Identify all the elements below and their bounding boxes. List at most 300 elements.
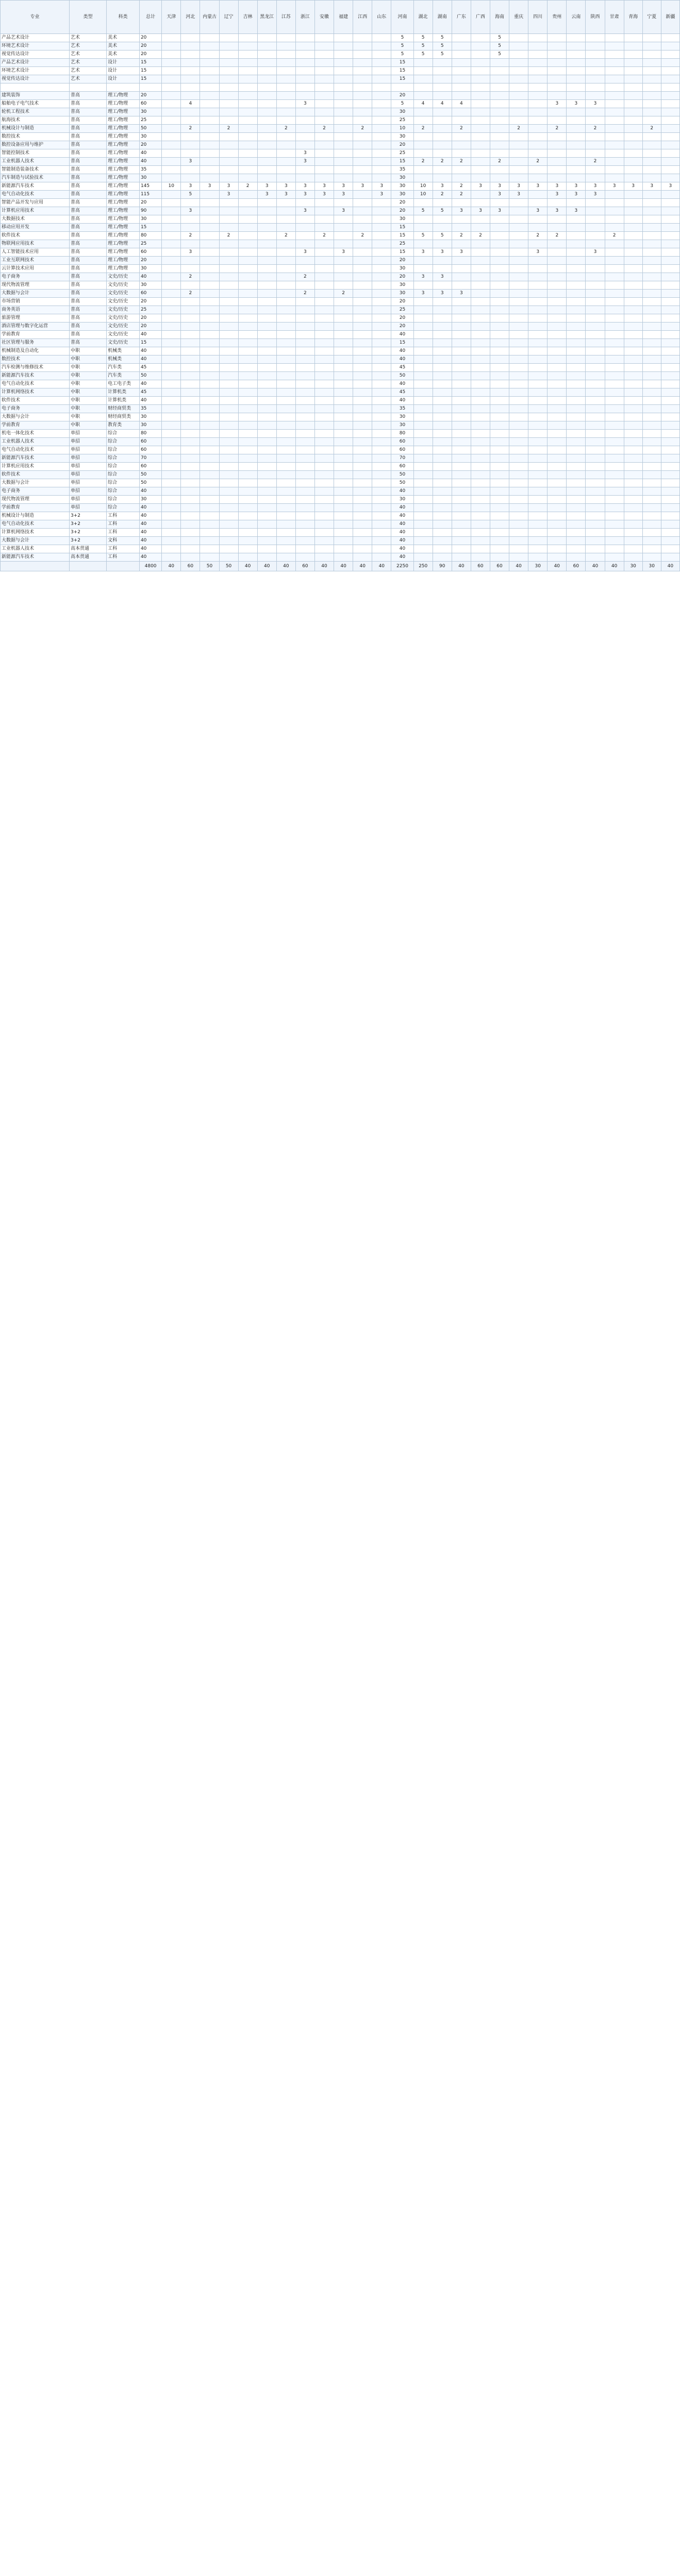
province-quota-cell xyxy=(509,314,528,323)
type-cell: 普高 xyxy=(69,207,106,215)
province-quota-cell xyxy=(471,553,490,562)
province-quota-cell xyxy=(471,281,490,290)
province-quota-cell xyxy=(548,479,567,487)
province-quota-cell: 3 xyxy=(528,182,548,191)
province-quota-cell: 2 xyxy=(452,158,471,166)
province-quota-cell xyxy=(471,487,490,496)
subject-cell: 综合 xyxy=(107,438,140,446)
province-quota-cell xyxy=(257,446,276,454)
province-quota-cell xyxy=(548,257,567,265)
province-quota-cell xyxy=(295,405,314,413)
province-quota-cell xyxy=(162,298,181,306)
province-quota-cell xyxy=(624,100,642,108)
province-quota-cell xyxy=(528,537,548,545)
table-row xyxy=(1,397,680,405)
header-province: 青海 xyxy=(624,1,642,34)
province-quota-cell: 5 xyxy=(391,42,413,50)
subject-cell: 财经商贸类 xyxy=(107,405,140,413)
type-cell: 艺术 xyxy=(69,50,106,59)
province-quota-cell xyxy=(567,347,586,355)
province-quota-cell xyxy=(642,454,661,463)
province-quota-cell: 2 xyxy=(605,232,624,240)
type-cell: 中职 xyxy=(69,421,106,430)
province-quota-cell xyxy=(528,413,548,421)
province-quota-cell xyxy=(624,314,642,323)
province-quota-cell xyxy=(471,397,490,405)
province-quota-cell xyxy=(181,257,200,265)
province-quota-cell xyxy=(528,108,548,116)
province-quota-cell xyxy=(452,314,471,323)
province-quota-cell xyxy=(490,92,509,100)
province-quota-cell xyxy=(276,174,295,182)
province-quota-cell: 3 xyxy=(567,191,586,199)
province-quota-cell: 3 xyxy=(548,191,567,199)
province-quota-cell xyxy=(219,34,238,42)
province-quota-cell: 2 xyxy=(528,232,548,240)
province-quota-cell xyxy=(353,553,372,562)
province-quota-cell xyxy=(219,479,238,487)
province-quota-cell xyxy=(642,388,661,397)
total-cell: 40 xyxy=(139,553,161,562)
province-quota-cell xyxy=(314,314,334,323)
province-quota-cell xyxy=(642,512,661,520)
province-quota-cell xyxy=(257,529,276,537)
total-cell: 40 xyxy=(139,397,161,405)
type-cell: 中职 xyxy=(69,397,106,405)
province-quota-cell xyxy=(528,141,548,149)
province-quota-cell xyxy=(295,265,314,273)
subject-cell: 综合 xyxy=(107,430,140,438)
province-quota-cell xyxy=(334,537,353,545)
province-quota-cell xyxy=(433,257,452,265)
header-province: 广东 xyxy=(452,1,471,34)
province-quota-cell xyxy=(181,380,200,388)
province-quota-cell xyxy=(642,553,661,562)
province-quota-cell xyxy=(334,388,353,397)
province-quota-cell xyxy=(219,380,238,388)
province-quota-cell xyxy=(548,471,567,479)
province-quota-cell xyxy=(413,537,433,545)
province-quota-cell xyxy=(528,380,548,388)
province-quota-cell xyxy=(624,364,642,372)
province-quota-cell xyxy=(295,257,314,265)
province-quota-cell xyxy=(162,463,181,471)
province-quota-cell xyxy=(276,149,295,158)
province-quota-cell xyxy=(295,92,314,100)
footer-total-cell: 40 xyxy=(314,562,334,571)
province-quota-cell: 5 xyxy=(181,191,200,199)
province-quota-cell xyxy=(509,372,528,380)
table-row xyxy=(1,232,680,240)
province-quota-cell xyxy=(372,553,391,562)
province-quota-cell xyxy=(257,421,276,430)
province-quota-cell xyxy=(509,59,528,67)
province-quota-cell xyxy=(509,553,528,562)
province-quota-cell: 3 xyxy=(433,273,452,281)
province-quota-cell xyxy=(605,158,624,166)
type-cell: 普高 xyxy=(69,298,106,306)
province-quota-cell xyxy=(490,372,509,380)
province-quota-cell xyxy=(433,67,452,75)
type-cell xyxy=(69,83,106,92)
footer-total-cell: 50 xyxy=(200,562,219,571)
province-quota-cell: 35 xyxy=(391,405,413,413)
province-quota-cell xyxy=(413,224,433,232)
province-quota-cell xyxy=(219,446,238,454)
province-quota-cell xyxy=(219,397,238,405)
province-quota-cell xyxy=(181,50,200,59)
province-quota-cell xyxy=(661,67,679,75)
province-quota-cell xyxy=(257,67,276,75)
province-quota-cell xyxy=(509,471,528,479)
province-quota-cell xyxy=(372,281,391,290)
province-quota-cell xyxy=(433,298,452,306)
province-quota-cell xyxy=(624,34,642,42)
province-quota-cell: 3 xyxy=(471,182,490,191)
province-quota-cell xyxy=(314,257,334,265)
province-quota-cell xyxy=(257,380,276,388)
subject-cell: 理工/物理 xyxy=(107,108,140,116)
province-quota-cell xyxy=(200,380,219,388)
province-quota-cell: 2 xyxy=(238,182,257,191)
province-quota-cell xyxy=(490,306,509,314)
province-quota-cell xyxy=(642,339,661,347)
major-name-cell: 电气自动化技术 xyxy=(1,446,70,454)
province-quota-cell xyxy=(509,347,528,355)
province-quota-cell xyxy=(200,520,219,529)
province-quota-cell xyxy=(238,248,257,257)
province-quota-cell xyxy=(238,158,257,166)
province-quota-cell: 50 xyxy=(391,372,413,380)
province-quota-cell xyxy=(548,364,567,372)
province-quota-cell xyxy=(413,347,433,355)
subject-cell: 文史/历史 xyxy=(107,290,140,298)
province-quota-cell xyxy=(353,504,372,512)
province-quota-cell xyxy=(353,67,372,75)
province-quota-cell: 2 xyxy=(181,273,200,281)
province-quota-cell xyxy=(257,83,276,92)
province-quota-cell xyxy=(452,141,471,149)
province-quota-cell xyxy=(334,257,353,265)
province-quota-cell xyxy=(257,323,276,331)
province-quota-cell xyxy=(509,463,528,471)
province-quota-cell xyxy=(433,265,452,273)
province-quota-cell xyxy=(433,430,452,438)
subject-cell: 美术 xyxy=(107,42,140,50)
province-quota-cell xyxy=(200,92,219,100)
province-quota-cell xyxy=(413,240,433,248)
province-quota-cell xyxy=(353,405,372,413)
total-cell: 25 xyxy=(139,240,161,248)
province-quota-cell xyxy=(295,504,314,512)
province-quota-cell: 2 xyxy=(334,290,353,298)
province-quota-cell: 30 xyxy=(391,496,413,504)
province-quota-cell xyxy=(413,59,433,67)
province-quota-cell xyxy=(238,397,257,405)
province-quota-cell xyxy=(372,34,391,42)
province-quota-cell xyxy=(238,100,257,108)
major-name-cell: 计算机网络技术 xyxy=(1,388,70,397)
province-quota-cell: 20 xyxy=(391,257,413,265)
province-quota-cell xyxy=(314,529,334,537)
province-quota-cell xyxy=(334,232,353,240)
province-quota-cell: 3 xyxy=(334,207,353,215)
province-quota-cell xyxy=(413,339,433,347)
province-quota-cell xyxy=(372,355,391,364)
province-quota-cell xyxy=(276,257,295,265)
province-quota-cell xyxy=(586,207,605,215)
province-quota-cell xyxy=(567,215,586,224)
province-quota-cell xyxy=(181,537,200,545)
province-quota-cell xyxy=(257,158,276,166)
province-quota-cell xyxy=(586,133,605,141)
province-quota-cell xyxy=(334,75,353,83)
province-quota-cell: 30 xyxy=(391,281,413,290)
province-quota-cell: 2 xyxy=(452,182,471,191)
province-quota-cell xyxy=(433,479,452,487)
province-quota-cell xyxy=(334,545,353,553)
table-row xyxy=(1,487,680,496)
province-quota-cell xyxy=(528,174,548,182)
major-name-cell: 汽车制造与试验技术 xyxy=(1,174,70,182)
province-quota-cell xyxy=(567,232,586,240)
province-quota-cell xyxy=(372,232,391,240)
province-quota-cell xyxy=(490,273,509,281)
province-quota-cell xyxy=(295,108,314,116)
table-row xyxy=(1,240,680,248)
province-quota-cell xyxy=(433,125,452,133)
province-quota-cell xyxy=(314,380,334,388)
province-quota-cell xyxy=(200,116,219,125)
province-quota-cell xyxy=(528,191,548,199)
province-quota-cell: 3 xyxy=(257,182,276,191)
province-quota-cell xyxy=(162,166,181,174)
major-name-cell: 电气自动化技术 xyxy=(1,191,70,199)
province-quota-cell xyxy=(334,454,353,463)
province-quota-cell: 3 xyxy=(509,182,528,191)
province-quota-cell xyxy=(490,248,509,257)
province-quota-cell xyxy=(661,224,679,232)
province-quota-cell xyxy=(257,290,276,298)
province-quota-cell xyxy=(567,240,586,248)
province-quota-cell xyxy=(238,199,257,207)
province-quota-cell: 70 xyxy=(391,454,413,463)
province-quota-cell xyxy=(490,471,509,479)
province-quota-cell xyxy=(586,59,605,67)
province-quota-cell: 3 xyxy=(314,182,334,191)
province-quota-cell xyxy=(162,487,181,496)
province-quota-cell xyxy=(490,174,509,182)
province-quota-cell xyxy=(413,553,433,562)
province-quota-cell xyxy=(372,471,391,479)
province-quota-cell xyxy=(586,75,605,83)
province-quota-cell xyxy=(661,100,679,108)
province-quota-cell xyxy=(162,355,181,364)
province-quota-cell xyxy=(661,290,679,298)
subject-cell: 理工/物理 xyxy=(107,240,140,248)
province-quota-cell xyxy=(295,388,314,397)
province-quota-cell xyxy=(548,108,567,116)
province-quota-cell xyxy=(567,553,586,562)
province-quota-cell xyxy=(219,405,238,413)
province-quota-cell xyxy=(314,553,334,562)
province-quota-cell xyxy=(162,199,181,207)
province-quota-cell xyxy=(200,496,219,504)
province-quota-cell xyxy=(567,166,586,174)
province-quota-cell xyxy=(314,463,334,471)
province-quota-cell xyxy=(353,108,372,116)
province-quota-cell xyxy=(295,240,314,248)
province-quota-cell: 20 xyxy=(391,273,413,281)
header-province: 天津 xyxy=(162,1,181,34)
province-quota-cell xyxy=(642,421,661,430)
province-quota-cell xyxy=(372,446,391,454)
province-quota-cell xyxy=(642,364,661,372)
province-quota-cell xyxy=(334,67,353,75)
province-quota-cell xyxy=(413,471,433,479)
total-cell: 20 xyxy=(139,199,161,207)
province-quota-cell xyxy=(219,59,238,67)
province-quota-cell xyxy=(642,59,661,67)
province-quota-cell xyxy=(471,166,490,174)
province-quota-cell xyxy=(257,207,276,215)
province-quota-cell xyxy=(200,108,219,116)
province-quota-cell xyxy=(372,133,391,141)
subject-cell: 综合 xyxy=(107,479,140,487)
province-quota-cell xyxy=(433,281,452,290)
province-quota-cell xyxy=(471,380,490,388)
province-quota-cell xyxy=(642,92,661,100)
province-quota-cell xyxy=(548,446,567,454)
province-quota-cell xyxy=(661,133,679,141)
province-quota-cell xyxy=(413,323,433,331)
province-quota-cell xyxy=(490,298,509,306)
province-quota-cell xyxy=(219,339,238,347)
province-quota-cell xyxy=(238,75,257,83)
province-quota-cell xyxy=(452,108,471,116)
province-quota-cell xyxy=(372,454,391,463)
province-quota-cell: 3 xyxy=(276,182,295,191)
province-quota-cell xyxy=(509,306,528,314)
province-quota-cell xyxy=(433,92,452,100)
province-quota-cell xyxy=(548,273,567,281)
province-quota-cell xyxy=(334,512,353,520)
subject-cell: 电工电子类 xyxy=(107,380,140,388)
province-quota-cell xyxy=(452,166,471,174)
province-quota-cell xyxy=(509,339,528,347)
province-quota-cell xyxy=(276,405,295,413)
province-quota-cell xyxy=(353,174,372,182)
province-quota-cell xyxy=(219,116,238,125)
province-quota-cell xyxy=(219,553,238,562)
province-quota-cell xyxy=(642,290,661,298)
province-quota-cell xyxy=(200,553,219,562)
province-quota-cell xyxy=(624,504,642,512)
province-quota-cell xyxy=(624,67,642,75)
province-quota-cell xyxy=(586,388,605,397)
type-cell: 普高 xyxy=(69,248,106,257)
province-quota-cell xyxy=(219,545,238,553)
province-quota-cell xyxy=(413,372,433,380)
province-quota-cell xyxy=(471,191,490,199)
province-quota-cell xyxy=(586,141,605,149)
province-quota-cell xyxy=(334,438,353,446)
province-quota-cell xyxy=(257,438,276,446)
province-quota-cell xyxy=(642,108,661,116)
major-name-cell: 建筑装饰 xyxy=(1,92,70,100)
province-quota-cell xyxy=(452,438,471,446)
major-name-cell: 新能源汽车技术 xyxy=(1,454,70,463)
province-quota-cell xyxy=(567,487,586,496)
total-cell: 40 xyxy=(139,331,161,339)
province-quota-cell xyxy=(624,520,642,529)
province-quota-cell xyxy=(548,512,567,520)
province-quota-cell xyxy=(548,380,567,388)
province-quota-cell xyxy=(490,364,509,372)
total-cell: 35 xyxy=(139,405,161,413)
province-quota-cell: 5 xyxy=(433,207,452,215)
province-quota-cell xyxy=(548,215,567,224)
province-quota-cell xyxy=(181,281,200,290)
province-quota-cell xyxy=(353,397,372,405)
province-quota-cell xyxy=(605,413,624,421)
province-quota-cell xyxy=(661,199,679,207)
province-quota-cell xyxy=(567,380,586,388)
total-cell: 15 xyxy=(139,339,161,347)
province-quota-cell xyxy=(200,397,219,405)
province-quota-cell xyxy=(452,537,471,545)
province-quota-cell xyxy=(586,215,605,224)
province-quota-cell xyxy=(181,372,200,380)
province-quota-cell: 2 xyxy=(295,290,314,298)
subject-cell: 理工/物理 xyxy=(107,257,140,265)
total-cell: 40 xyxy=(139,355,161,364)
province-quota-cell xyxy=(314,224,334,232)
province-quota-cell xyxy=(162,92,181,100)
province-quota-cell xyxy=(452,512,471,520)
province-quota-cell xyxy=(471,430,490,438)
province-quota-cell xyxy=(372,479,391,487)
province-quota-cell xyxy=(295,413,314,421)
province-quota-cell xyxy=(276,141,295,149)
subject-cell: 教育类 xyxy=(107,421,140,430)
province-quota-cell xyxy=(219,67,238,75)
province-quota-cell xyxy=(276,100,295,108)
province-quota-cell xyxy=(219,92,238,100)
province-quota-cell xyxy=(314,405,334,413)
type-cell: 普高 xyxy=(69,174,106,182)
province-quota-cell xyxy=(642,504,661,512)
province-quota-cell xyxy=(452,471,471,479)
province-quota-cell xyxy=(413,141,433,149)
province-quota-cell: 3 xyxy=(490,182,509,191)
province-quota-cell xyxy=(372,487,391,496)
table-row xyxy=(1,520,680,529)
province-quota-cell xyxy=(162,116,181,125)
province-quota-cell xyxy=(452,92,471,100)
province-quota-cell xyxy=(181,92,200,100)
province-quota-cell xyxy=(661,116,679,125)
subject-cell: 工科 xyxy=(107,529,140,537)
province-quota-cell xyxy=(433,347,452,355)
province-quota-cell xyxy=(528,166,548,174)
province-quota-cell xyxy=(642,545,661,553)
province-quota-cell xyxy=(200,215,219,224)
province-quota-cell xyxy=(548,430,567,438)
province-quota-cell xyxy=(334,487,353,496)
subject-cell: 设计 xyxy=(107,67,140,75)
province-quota-cell xyxy=(295,537,314,545)
